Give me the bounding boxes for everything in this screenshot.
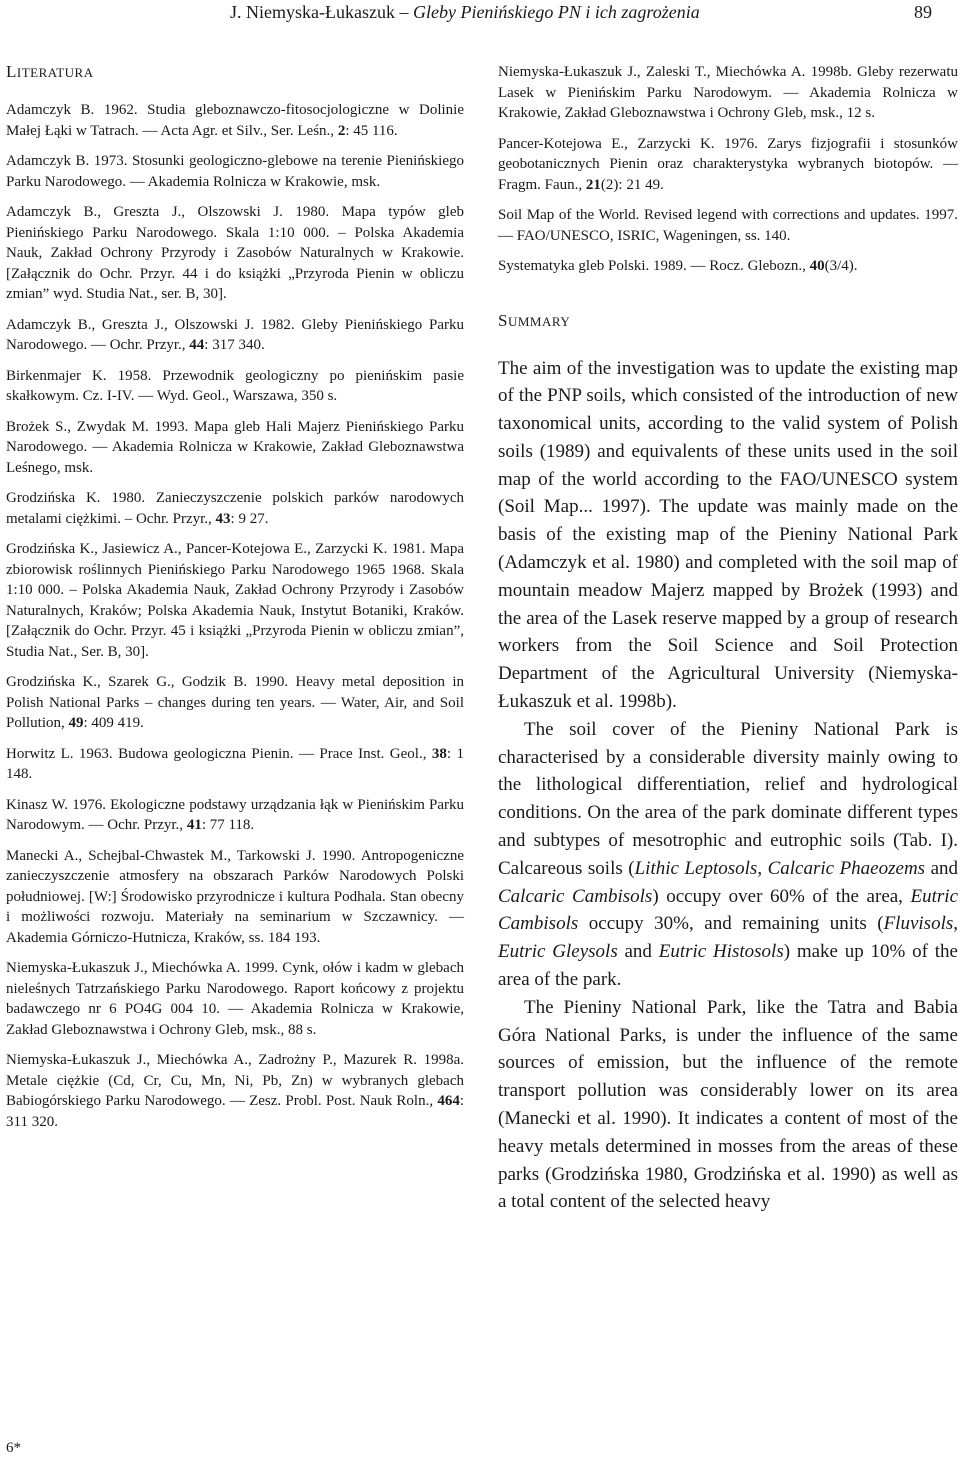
summary-paragraph-3: The Pieniny National Park, like the Tatra and Babia Góra National Parks, is under the influence of the same sources of emission, but the influence of the remote transport pollution was considerably lower on its area (Manecki et al. 1990). It indicates a content of most of the heavy metals determined in mosses from the areas of these parks (Grodzińska 1980, Grodzińska et al. 1990) as well as a total content of the selected heavy bbox=[498, 996, 958, 1213]
reference-entry bbox=[6, 151, 464, 192]
reference-entry bbox=[6, 672, 464, 734]
right-column bbox=[498, 62, 958, 1216]
reference-volume: 38 bbox=[431, 745, 447, 762]
reference-entry bbox=[6, 366, 464, 407]
summary-heading-initial: S bbox=[498, 310, 508, 330]
reference-pages: : 317 340. bbox=[204, 337, 265, 353]
reference-volume: 464 bbox=[437, 1093, 460, 1109]
reference-entry bbox=[498, 205, 958, 246]
reference-entry bbox=[6, 100, 464, 141]
soil-term: Eutric Cambisols bbox=[498, 885, 959, 935]
p2-text: , bbox=[953, 913, 958, 935]
reference-entry bbox=[6, 958, 464, 1040]
reference-entry bbox=[498, 62, 958, 124]
reference-text: Niemyska-Łukaszuk J., Miechówka A. 1999. Cynk, ołów i kadm w glebach nieleśnych Tatrzańskiego Parku Narodowego. Raport końcowy z projektu badawczego nr 6 PO4G 004 10. — Akademia Rolnicza w Krakowie, Zakład Gleboznawstwa i Ochrony Gleb, msk., 88 s. bbox=[6, 960, 464, 1038]
header-author: J. Niemyska-Łukaszuk – bbox=[230, 2, 413, 22]
reference-text: Kinasz W. 1976. Ekologiczne podstawy urządzania łąk w Pienińskim Parku Narodowym. — Ochr. Przyr., bbox=[6, 796, 464, 833]
reference-entry bbox=[6, 744, 464, 785]
reference-text: Pancer-Kotejowa E., Zarzycki K. 1976. Zarys fizjografii i stosunków geobotanicznych Pienin oraz charakterystyka wybranych biotopów. — Fragm. Faun., bbox=[498, 135, 958, 193]
soil-term: Eutric Histosols bbox=[658, 941, 784, 963]
reference-pages: (3/4). bbox=[824, 258, 858, 274]
reference-volume: 41 bbox=[186, 817, 202, 833]
reference-entry bbox=[6, 1050, 464, 1132]
reference-text: Adamczyk B., Greszta J., Olszowski J. 1982. Gleby Pienińskiego Parku Narodowego. — Ochr. Przyr., bbox=[6, 316, 464, 353]
reference-volume: 43 bbox=[215, 510, 231, 527]
summary-paragraph-2 bbox=[498, 716, 958, 994]
reference-text: Adamczyk B. 1973. Stosunki geologiczno-glebowe na terenie Pienińskiego Parku Narodowego. — Akademia Rolnicza w Krakowie, msk. bbox=[6, 153, 464, 190]
reference-volume: 40 bbox=[809, 258, 825, 274]
reference-entry bbox=[6, 202, 464, 305]
running-header bbox=[0, 0, 960, 30]
reference-pages: : 77 118. bbox=[201, 817, 255, 833]
reference-text: Niemyska-Łukaszuk J., Zaleski T., Miechówka A. 1998b. Gleby rezerwatu Lasek w Pienińskim Parku Narodowym. — Akademia Rolnicza w Krakowie, Zakład Gleboznawstwa i Ochrony Gleb, msk., 12 s. bbox=[498, 64, 958, 121]
reference-pages: : 409 419. bbox=[83, 715, 144, 731]
left-column bbox=[6, 62, 464, 1142]
reference-volume: 21 bbox=[585, 176, 601, 193]
reference-pages: : 311 320. bbox=[6, 1093, 464, 1130]
reference-volume: 44 bbox=[189, 337, 205, 353]
reference-entry bbox=[6, 846, 464, 949]
reference-list bbox=[6, 100, 464, 1132]
reference-entry bbox=[6, 539, 464, 662]
page-number: 89 bbox=[914, 2, 932, 22]
reference-text: Adamczyk B., Greszta J., Olszowski J. 1980. Mapa typów gleb Pienińskiego Parku Narodowego. Skala 1:10 000. – Polska Akademia Nauk, Zakład Ochrony Przyrody i Zasobów Naturalnych w Krakowie. [Załącznik do Ochr. Przyr. 44 i do książki „Przyroda Pienin w obliczu zmian” wyd. Studia Nat., ser. B, 30]. bbox=[6, 204, 464, 302]
reference-volume: 2 bbox=[337, 122, 346, 139]
reference-entry bbox=[6, 488, 464, 529]
reference-text: Niemyska-Łukaszuk J., Miechówka A., Zadrożny P., Mazurek R. 1998a. Metale ciężkie (Cd, Cr, Cu, Mn, Ni, Pb, Zn) w wybranych glebach Babiogórskiego Parku Narodowego. — Zesz. Probl. Post. Nauk Roln., bbox=[6, 1052, 464, 1109]
reference-text: Horwitz L. 1963. Budowa geologiczna Pienin. — Prace Inst. Geol., bbox=[6, 745, 432, 762]
reference-text: Grodzińska K., Szarek G., Godzik B. 1990. Heavy metal deposition in Polish National Parks – changes during ten years. — Water, Air, and Soil Pollution, bbox=[6, 674, 464, 731]
p2-text: , bbox=[757, 857, 768, 879]
summary-paragraph-1: The aim of the investigation was to update the existing map of the PNP soils, which consisted of the introduction of new taxonomical units, according to the valid system of Polish soils (1989) and equivalents of these units used in the soil map of the world according to the FAO/UNESCO system (Soil Map... 1997). The update was mainly made on the basis of the existing map of the Pieniny National Park (Adamczyk et al. 1980) and completed with the soil map of mountain meadow Majerz mapped by Brożek (1993) and the area of the Lasek reserve mapped by a group of research workers from the Soil Science and Soil Protection Department of the Agricultural University (Niemyska-Łukaszuk et al. 1998b). bbox=[498, 357, 958, 713]
p2-text: The soil cover of the Pieniny National Park is characterised by a considerable diversity mainly owing to the lithological differentiation, relief and hydrological conditions. On the area of the park dominate different types and subtypes of mesotrophic and eutrophic soils (Tab. I). Calcareous soils ( bbox=[498, 718, 958, 879]
reference-text: Soil Map of the World. Revised legend with corrections and updates. 1997. — FAO/UNESCO, ISRIC, Wageningen, ss. 140. bbox=[498, 207, 958, 244]
sheet-signature: 6* bbox=[6, 1440, 21, 1456]
reference-pages: (2): 21 49. bbox=[600, 176, 664, 193]
p2-text: ) make up 10% of the area of the park. bbox=[498, 941, 958, 991]
reference-entry bbox=[6, 315, 464, 356]
reference-text: Birkenmajer K. 1958. Przewodnik geologiczny po pienińskim pasie skałkowym. Cz. I-IV. — Wyd. Geol., Warszawa, 350 s. bbox=[6, 367, 464, 404]
reference-list-continued bbox=[498, 62, 958, 277]
reference-pages: : 45 116. bbox=[345, 122, 398, 139]
reference-entry bbox=[498, 256, 958, 277]
reference-volume: 49 bbox=[68, 715, 84, 731]
reference-text: Manecki A., Schejbal-Chwastek M., Tarkowski J. 1990. Antropogeniczne zanieczyszczenie atmosfery na obszarach Parków Narodowych Polski południowej. [W:] Środowisko przyrodnicze i kultura Podhala. Stan obecny i możliwości rozwoju. Materiały na seminarium w Szczawnicy. — Akademia Górniczo-Hutnicza, Kraków, ss. 184 193. bbox=[6, 847, 464, 946]
reference-entry bbox=[6, 417, 464, 479]
reference-text: Grodzińska K. 1980. Zanieczyszczenie polskich parków narodowych metalami ciężkimi. – Ochr. Przyr., bbox=[6, 490, 464, 527]
header-title-italic: Gleby Pienińskiego PN i ich zagrożenia bbox=[412, 2, 700, 22]
reference-pages: : 9 27. bbox=[230, 510, 269, 527]
reference-pages: : 1 148. bbox=[6, 745, 464, 782]
p2-text: and bbox=[925, 857, 959, 879]
reference-entry bbox=[6, 795, 464, 836]
soil-term: Calcaric Phaeozems bbox=[767, 857, 926, 879]
p2-text: ) occupy over 60% of the area, bbox=[652, 885, 911, 907]
p2-text: occupy 30%, and remaining units ( bbox=[578, 913, 884, 935]
running-title bbox=[230, 2, 700, 23]
reference-entry bbox=[498, 134, 958, 196]
reference-text: Brożek S., Zwydak M. 1993. Mapa gleb Hali Majerz Pienińskiego Parku Narodowego. — Akademia Rolnicza w Krakowie, Zakład Gleboznawstwa Leśnego, msk. bbox=[6, 418, 464, 476]
soil-term: Lithic Leptosols bbox=[634, 857, 758, 879]
summary-heading bbox=[498, 311, 958, 331]
reference-text: Adamczyk B. 1962. Studia gleboznawczo-fitosocjologiczne w Dolinie Małej Łąki w Tatrach. — Acta Agr. et Silv., Ser. Leśn., bbox=[6, 102, 464, 139]
soil-term: Fluvisols bbox=[883, 913, 954, 935]
literature-heading bbox=[6, 62, 464, 82]
p2-text: and bbox=[617, 941, 659, 963]
reference-text: Grodzińska K., Jasiewicz A., Pancer-Kotejowa E., Zarzycki K. 1981. Mapa zbiorowisk roślinnych Pienińskiego Parku Narodowego 1965 1968. Skala 1:10 000. – Polska Akademia Nauk, Zakład Ochrony Przyrody i Zasobów Naturalnych, Kraków; Polska Akademia Nauk, Instytut Botaniki, Kraków. [Załącznik do Ochr. Przyr. 45 i książki „Przyroda Pienin w obliczu zmian”, Studia Nat., Ser. B, 30]. bbox=[6, 541, 464, 660]
literature-heading-rest: ITERATURA bbox=[16, 65, 94, 80]
reference-text: Systematyka gleb Polski. 1989. — Rocz. Glebozn., bbox=[498, 258, 810, 274]
literature-heading-initial: L bbox=[6, 62, 17, 81]
summary-heading-rest: UMMARY bbox=[507, 313, 571, 329]
soil-term: Calcaric Cambisols bbox=[498, 885, 653, 907]
soil-term: Eutric Gleysols bbox=[498, 941, 618, 963]
